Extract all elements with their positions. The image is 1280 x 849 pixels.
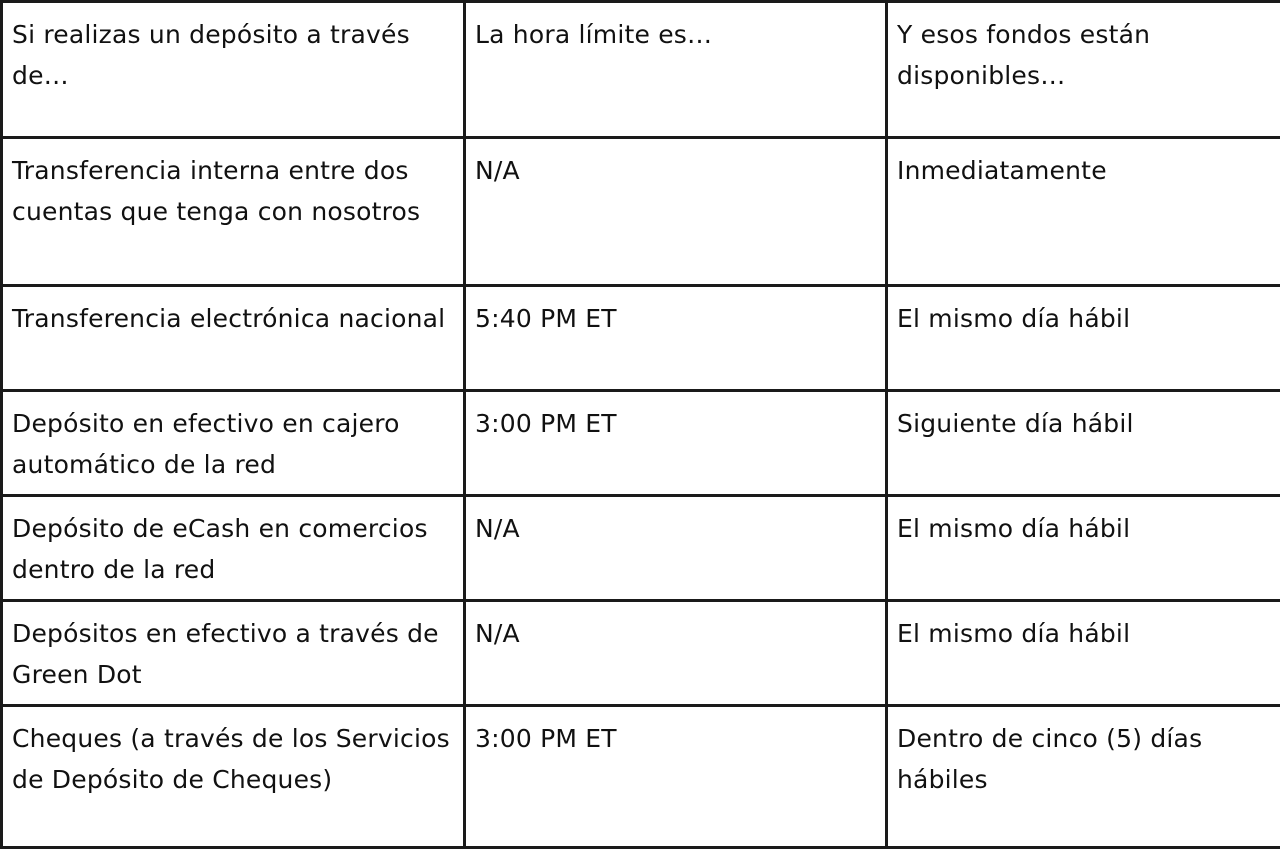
availability-cell: Siguiente día hábil xyxy=(887,391,1280,496)
table-row xyxy=(2,496,1280,601)
table-header-row xyxy=(2,2,1280,138)
availability-cell: Dentro de cinco (5) días hábiles xyxy=(887,706,1280,848)
deposit-method-cell: Transferencia interna entre dos cuentas que tenga con nosotros xyxy=(2,138,465,286)
availability-cell: El mismo día hábil xyxy=(887,286,1280,391)
deposit-method-cell: Depósito de eCash en comercios dentro de la red xyxy=(2,496,465,601)
deposit-method-cell: Cheques (a través de los Servicios de Depósito de Cheques) xyxy=(2,706,465,848)
availability-cell: El mismo día hábil xyxy=(887,601,1280,706)
cutoff-time-cell: N/A xyxy=(465,496,887,601)
cutoff-time-cell: N/A xyxy=(465,138,887,286)
cutoff-time-cell: 3:00 PM ET xyxy=(465,706,887,848)
table-row xyxy=(2,286,1280,391)
deposit-method-cell: Depósito en efectivo en cajero automático de la red xyxy=(2,391,465,496)
table-row xyxy=(2,706,1280,848)
deposit-method-cell: Depósitos en efectivo a través de Green Dot xyxy=(2,601,465,706)
header-funds-available: Y esos fondos están disponibles… xyxy=(887,2,1280,138)
table-row xyxy=(2,138,1280,286)
availability-cell: Inmediatamente xyxy=(887,138,1280,286)
cutoff-time-cell: 3:00 PM ET xyxy=(465,391,887,496)
cutoff-time-cell: 5:40 PM ET xyxy=(465,286,887,391)
table-row xyxy=(2,391,1280,496)
deposit-method-cell: Transferencia electrónica nacional xyxy=(2,286,465,391)
cutoff-time-cell: N/A xyxy=(465,601,887,706)
header-deposit-method: Si realizas un depósito a través de… xyxy=(2,2,465,138)
table-row xyxy=(2,601,1280,706)
availability-cell: El mismo día hábil xyxy=(887,496,1280,601)
header-cutoff-time: La hora límite es… xyxy=(465,2,887,138)
